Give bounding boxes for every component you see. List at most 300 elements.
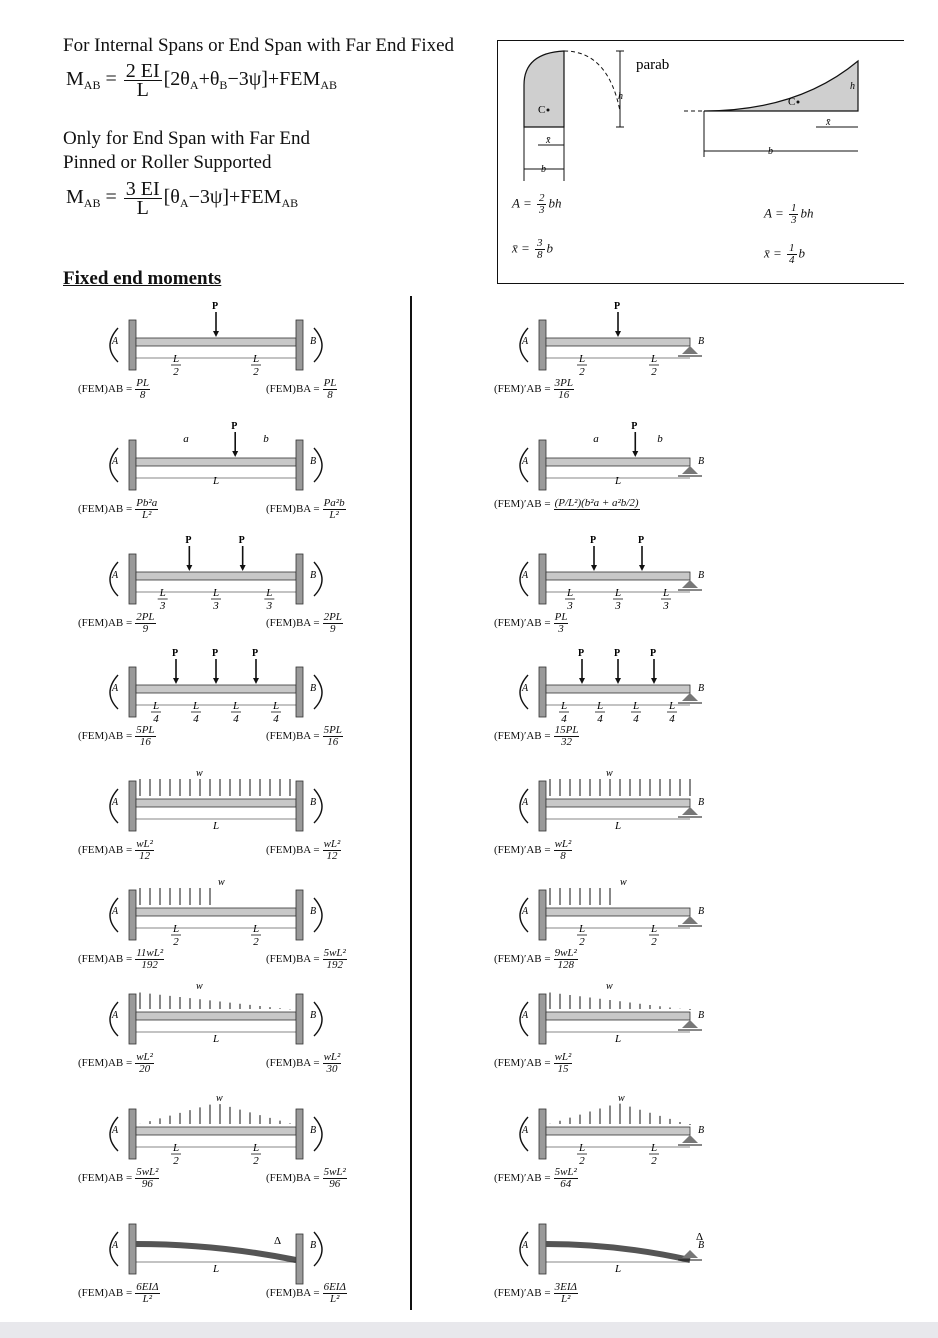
wall-a bbox=[539, 554, 546, 604]
fem-den: 64 bbox=[560, 1178, 572, 1190]
beam bbox=[546, 908, 690, 916]
beam-diagram bbox=[410, 1200, 830, 1315]
roller-support bbox=[682, 466, 698, 474]
beam bbox=[546, 1127, 690, 1135]
beam-diagram bbox=[410, 416, 830, 531]
pinned-case-4 bbox=[410, 643, 830, 758]
dim-label-den: 4 bbox=[273, 713, 279, 725]
bottom-scrollbar bbox=[0, 1322, 938, 1338]
fem-num: 5PL bbox=[323, 724, 342, 736]
pinned-case-2 bbox=[410, 416, 830, 531]
beam-diagram bbox=[410, 866, 830, 981]
fem-lhs: (FEM)′AB = bbox=[494, 730, 551, 743]
wall-a bbox=[539, 781, 546, 831]
pinned-case-7 bbox=[410, 970, 830, 1085]
distributed-load-label: w bbox=[218, 877, 225, 888]
area-diagrams bbox=[498, 41, 904, 283]
left-h-label: h bbox=[618, 91, 623, 102]
fem-formula-ba bbox=[266, 1052, 341, 1075]
joint-b-label: B bbox=[698, 456, 705, 467]
fem-lhs: (FEM)BA = bbox=[266, 844, 320, 857]
dim-label-den: 2 bbox=[651, 936, 657, 948]
dim-label-num: L bbox=[266, 587, 273, 599]
distributed-load-label: w bbox=[618, 1093, 625, 1104]
beam bbox=[546, 338, 690, 346]
joint-a-label: A bbox=[112, 906, 119, 917]
joint-a-label: A bbox=[112, 336, 119, 347]
fixed-case-4 bbox=[0, 643, 420, 758]
right-parab-label: parab bbox=[636, 57, 670, 73]
joint-a-label: A bbox=[522, 456, 529, 467]
fem-lhs: (FEM)BA = bbox=[266, 383, 320, 396]
dim-label-num: L bbox=[578, 353, 586, 365]
wall-a bbox=[129, 1109, 136, 1159]
dim-label-den: 4 bbox=[193, 713, 199, 725]
dim-label-num: L bbox=[252, 923, 260, 935]
fem-formula bbox=[494, 1167, 578, 1190]
roller-support bbox=[682, 1250, 698, 1258]
roller-support bbox=[682, 580, 698, 588]
beam-diagram bbox=[410, 1085, 830, 1200]
dim-label: L bbox=[212, 1263, 220, 1275]
fem-lhs: (FEM)′AB = bbox=[494, 1057, 551, 1070]
beam bbox=[546, 1012, 690, 1020]
fem-formula-ba bbox=[266, 612, 343, 635]
dim-label: L bbox=[614, 475, 622, 487]
fem-formula bbox=[494, 498, 640, 510]
fixed-case-8 bbox=[0, 1085, 420, 1200]
fem-den: 15 bbox=[557, 1063, 569, 1075]
fem-lhs: (FEM)BA = bbox=[266, 1057, 320, 1070]
fem-num: 5wL² bbox=[323, 947, 346, 959]
wall-a bbox=[539, 667, 546, 717]
wall-b bbox=[296, 890, 303, 940]
left-area-dashed-curve bbox=[564, 51, 620, 111]
point-load-label: P bbox=[172, 648, 179, 659]
dim-label-den: 3 bbox=[266, 600, 273, 612]
joint-a-label: A bbox=[522, 1125, 529, 1136]
roller-support bbox=[682, 1135, 698, 1143]
distributed-load-label: w bbox=[196, 768, 203, 779]
dim-label-den: 3 bbox=[567, 600, 573, 612]
fem-formula-ba bbox=[266, 1282, 347, 1305]
dim-label-num: L bbox=[252, 353, 260, 365]
beam bbox=[546, 572, 690, 580]
left-b-label: b bbox=[541, 164, 546, 175]
left-area-formula: A = $\frac{2}{3}$ bh bbox=[512, 192, 562, 216]
joint-a-label: A bbox=[112, 570, 119, 581]
wall-a bbox=[129, 890, 136, 940]
dim-label-den: 2 bbox=[253, 366, 259, 378]
fem-lhs: (FEM)BA = bbox=[266, 1172, 320, 1185]
fem-den: 96 bbox=[141, 1178, 153, 1190]
beam-diagram bbox=[0, 416, 420, 531]
dim-label-den: 2 bbox=[651, 366, 657, 378]
fem-num: 5wL² bbox=[554, 1166, 577, 1178]
fixed-case-9 bbox=[0, 1200, 420, 1315]
dim-label-num: L bbox=[578, 1142, 586, 1154]
fem-formula-ba bbox=[266, 948, 347, 971]
joint-a-label: A bbox=[522, 336, 529, 347]
fem-den: 12 bbox=[139, 850, 151, 862]
wall-b bbox=[296, 1234, 303, 1284]
pinned-case-9 bbox=[410, 1200, 830, 1315]
distributed-load-label: w bbox=[196, 981, 203, 992]
fem-lhs: (FEM)BA = bbox=[266, 953, 320, 966]
wall-b bbox=[296, 554, 303, 604]
pinned-case-6 bbox=[410, 866, 830, 981]
dim-label-num: L bbox=[172, 1142, 180, 1154]
beam bbox=[546, 458, 690, 466]
settlement-label: Δ bbox=[274, 1235, 282, 1247]
pinned-case-3 bbox=[410, 530, 830, 645]
fem-den: 9 bbox=[330, 623, 336, 635]
joint-b-label: B bbox=[310, 570, 317, 581]
fem-formula bbox=[78, 839, 154, 862]
fem-den: 20 bbox=[139, 1063, 151, 1075]
right-b-label: b bbox=[768, 146, 773, 157]
point-load-label: P bbox=[212, 301, 219, 312]
left-xbar-formula: x̄ = $\frac{3}{8}$ b bbox=[512, 237, 554, 261]
fixed-case-2 bbox=[0, 416, 420, 531]
fem-formula bbox=[78, 725, 156, 748]
beam bbox=[136, 685, 296, 693]
right-centroid-label: C bbox=[788, 96, 796, 108]
fem-num: 2PL bbox=[323, 611, 342, 623]
dim-label: L bbox=[212, 820, 220, 832]
right-area-formula: A = $\frac{1}{3}$ bh bbox=[764, 202, 814, 226]
point-load-label: P bbox=[590, 535, 597, 546]
dim-label-den: 3 bbox=[213, 600, 219, 612]
fem-den: 192 bbox=[141, 959, 158, 971]
fem-den: 16 bbox=[558, 389, 570, 401]
dim-label-num: L bbox=[172, 353, 180, 365]
dim-label-num: L bbox=[614, 587, 622, 599]
dim-label-den: 4 bbox=[153, 713, 159, 725]
fem-formula bbox=[494, 839, 572, 862]
joint-a-label: A bbox=[522, 1010, 529, 1021]
beam-diagram bbox=[410, 970, 830, 1085]
pinned-case-5 bbox=[410, 757, 830, 872]
fem-lhs: (FEM)AB = bbox=[78, 503, 133, 516]
fem-lhs: (FEM)′AB = bbox=[494, 1287, 551, 1300]
fem-num: 9wL² bbox=[554, 947, 577, 959]
fem-den: 32 bbox=[561, 736, 573, 748]
joint-a-label: A bbox=[522, 683, 529, 694]
fem-den: L² bbox=[141, 509, 152, 521]
dim-label-den: 4 bbox=[561, 713, 567, 725]
wall-a bbox=[129, 1224, 136, 1274]
joint-a-label: A bbox=[112, 1240, 119, 1251]
settlement-label: Δ bbox=[696, 1231, 704, 1243]
dim-label-num: L bbox=[560, 700, 568, 712]
wall-a bbox=[539, 1109, 546, 1159]
dim-label-den: 2 bbox=[579, 366, 585, 378]
joint-b-label: B bbox=[310, 683, 317, 694]
joint-b-label: B bbox=[310, 456, 317, 467]
wall-a bbox=[539, 994, 546, 1044]
point-load-label: P bbox=[238, 535, 245, 546]
fem-formula bbox=[78, 378, 150, 401]
distributed-load-label: w bbox=[216, 1093, 223, 1104]
joint-a-label: A bbox=[112, 797, 119, 808]
dim-label-den: 3 bbox=[663, 600, 669, 612]
subtitle-line1: Only for End Span with Far End bbox=[63, 128, 310, 149]
joint-b-label: B bbox=[310, 797, 317, 808]
fem-den: 8 bbox=[139, 389, 146, 401]
fem-formula-ba bbox=[266, 1167, 347, 1190]
fem-lhs: (FEM)AB = bbox=[78, 844, 133, 857]
dim-label-den: 2 bbox=[579, 936, 585, 948]
point-load-label: P bbox=[650, 648, 657, 659]
fem-den: 3 bbox=[558, 623, 564, 635]
roller-support bbox=[682, 807, 698, 815]
beam bbox=[546, 685, 690, 693]
beam bbox=[546, 799, 690, 807]
subtitle-line2: Pinned or Roller Supported bbox=[63, 152, 272, 173]
dim-label-num: L bbox=[172, 923, 180, 935]
right-xbar-formula: x̄ = $\frac{1}{4}$ b bbox=[764, 242, 806, 266]
fem-num: 5PL bbox=[136, 724, 155, 736]
wall-a bbox=[129, 667, 136, 717]
dim-label-num: L bbox=[566, 587, 574, 599]
joint-b-label: B bbox=[310, 1010, 317, 1021]
beam bbox=[136, 458, 296, 466]
left-centroid-label: C bbox=[538, 104, 546, 116]
joint-b-label: B bbox=[310, 906, 317, 917]
wall-b bbox=[296, 1109, 303, 1159]
dim-label-num: L bbox=[650, 923, 658, 935]
dim-label-num: L bbox=[212, 587, 220, 599]
beam-diagram bbox=[0, 530, 420, 645]
fixed-case-6 bbox=[0, 866, 420, 981]
point-load-label: P bbox=[578, 648, 585, 659]
fem-num: 15PL bbox=[554, 724, 579, 736]
dim-label-num: L bbox=[152, 700, 160, 712]
joint-b-label: B bbox=[310, 336, 317, 347]
roller-support bbox=[682, 346, 698, 354]
fem-den: 8 bbox=[327, 389, 333, 401]
dim-label: L bbox=[614, 820, 622, 832]
joint-b-label: B bbox=[698, 1125, 705, 1136]
dim-label-num: L bbox=[650, 353, 658, 365]
joint-a-label: A bbox=[112, 1125, 119, 1136]
right-h-label: h bbox=[850, 81, 855, 92]
fem-formula bbox=[78, 948, 164, 971]
dim-label-den: 2 bbox=[651, 1155, 657, 1167]
joint-a-label: A bbox=[522, 570, 529, 581]
point-load-label: P bbox=[231, 421, 238, 432]
wall-b bbox=[296, 440, 303, 490]
fem-den: 96 bbox=[329, 1178, 341, 1190]
point-load-label: P bbox=[638, 535, 645, 546]
wall-b bbox=[296, 994, 303, 1044]
joint-b-label: B bbox=[310, 1240, 317, 1251]
beam bbox=[136, 572, 296, 580]
fem-num: PL bbox=[323, 377, 337, 389]
left-xbar-label: x̄ bbox=[546, 135, 551, 146]
dim-label-num: L bbox=[662, 587, 670, 599]
beam-diagram bbox=[0, 296, 420, 411]
fem-formula bbox=[78, 1167, 159, 1190]
fem-lhs: (FEM)AB = bbox=[78, 617, 133, 630]
fem-num: Pa²b bbox=[323, 497, 345, 509]
fem-num: Pb²a bbox=[136, 497, 158, 509]
fem-lhs: (FEM)AB = bbox=[78, 1057, 133, 1070]
fem-num: (P/L²)(b²a + a²b/2) bbox=[554, 497, 639, 510]
fem-lhs: (FEM)BA = bbox=[266, 617, 320, 630]
fem-formula-ba bbox=[266, 725, 343, 748]
wall-a bbox=[129, 781, 136, 831]
fixed-case-5 bbox=[0, 757, 420, 872]
fem-formula bbox=[494, 612, 568, 635]
distributed-load-label: w bbox=[606, 768, 613, 779]
fem-formula bbox=[494, 1282, 578, 1305]
wall-b bbox=[296, 667, 303, 717]
dim-label: L bbox=[614, 1033, 622, 1045]
dim-label-den: 4 bbox=[669, 713, 675, 725]
beam-diagram bbox=[0, 866, 420, 981]
beam bbox=[136, 1012, 296, 1020]
beam bbox=[136, 338, 296, 346]
dim-label-num: L bbox=[159, 587, 166, 599]
deflected-beam bbox=[136, 1244, 296, 1260]
fem-formula bbox=[494, 378, 574, 401]
dim-label-num: L bbox=[650, 1142, 658, 1154]
beam-diagram bbox=[410, 530, 830, 645]
dim-label-num: L bbox=[192, 700, 200, 712]
fem-den: 12 bbox=[326, 850, 338, 862]
beam-diagram bbox=[410, 296, 830, 411]
dim-label: L bbox=[212, 1033, 220, 1045]
fixed-case-3 bbox=[0, 530, 420, 645]
equation-slope-deflection-pinned: $M_{AB}$ = $\frac{3 EI}{L}$ $[\theta_A-3\psi]+FEM_{AB}$ bbox=[66, 178, 299, 219]
area-properties-box bbox=[497, 40, 904, 284]
fem-den: 16 bbox=[139, 736, 151, 748]
dim-label-num: L bbox=[596, 700, 604, 712]
joint-b-label: B bbox=[698, 797, 705, 808]
fem-den: L² bbox=[329, 509, 339, 521]
dim-label-num: L bbox=[272, 700, 280, 712]
fem-den: 16 bbox=[327, 736, 339, 748]
fem-num: 3PL bbox=[554, 377, 573, 389]
fem-num: 3EIΔ bbox=[554, 1281, 577, 1293]
wall-a bbox=[129, 554, 136, 604]
dim-label-den: 4 bbox=[233, 713, 239, 725]
fem-lhs: (FEM)AB = bbox=[78, 1172, 133, 1185]
fem-lhs: (FEM)AB = bbox=[78, 730, 133, 743]
beam-diagram bbox=[0, 1085, 420, 1200]
fem-num: 6EIΔ bbox=[136, 1281, 159, 1293]
beam bbox=[136, 1127, 296, 1135]
wall-b bbox=[296, 781, 303, 831]
fem-num: PL bbox=[554, 611, 568, 623]
dim-label-num: L bbox=[578, 923, 586, 935]
fem-num: 11wL² bbox=[136, 947, 164, 959]
fem-num: PL bbox=[136, 377, 150, 389]
dim-label-den: 2 bbox=[253, 1155, 259, 1167]
dim-label: L bbox=[212, 475, 220, 487]
fem-den: 128 bbox=[557, 959, 574, 971]
fem-lhs: (FEM)AB = bbox=[78, 1287, 133, 1300]
fem-lhs: (FEM)′AB = bbox=[494, 383, 551, 396]
joint-a-label: A bbox=[112, 683, 119, 694]
roller-support bbox=[682, 693, 698, 701]
joint-a-label: A bbox=[522, 797, 529, 808]
roller-support bbox=[682, 1020, 698, 1028]
distributed-load-label: w bbox=[620, 877, 627, 888]
fem-lhs: (FEM)BA = bbox=[266, 1287, 320, 1300]
beam bbox=[136, 799, 296, 807]
fem-formula-ba bbox=[266, 839, 341, 862]
beam bbox=[136, 908, 296, 916]
fem-formula bbox=[494, 948, 578, 971]
wall-a bbox=[539, 320, 546, 370]
fem-num: 2PL bbox=[136, 611, 155, 623]
point-load-label: P bbox=[185, 535, 192, 546]
fem-num: wL² bbox=[136, 1051, 153, 1063]
wall-a bbox=[129, 440, 136, 490]
fem-num: wL² bbox=[323, 1051, 341, 1063]
dim-label-den: 2 bbox=[173, 1155, 179, 1167]
fem-formula-ba bbox=[266, 378, 337, 401]
dim-label: L bbox=[614, 1263, 622, 1275]
fem-num: wL² bbox=[554, 838, 572, 850]
fem-lhs: (FEM)′AB = bbox=[494, 498, 551, 510]
dim-label-num: L bbox=[252, 1142, 260, 1154]
wall-a bbox=[129, 320, 136, 370]
wall-a bbox=[539, 890, 546, 940]
joint-a-label: A bbox=[522, 1240, 529, 1251]
pinned-case-8 bbox=[410, 1085, 830, 1200]
roller-support bbox=[682, 916, 698, 924]
dim-label-num: L bbox=[668, 700, 676, 712]
dim-label-den: 4 bbox=[597, 713, 603, 725]
fem-num: 5wL² bbox=[136, 1166, 159, 1178]
fem-lhs: (FEM)′AB = bbox=[494, 844, 551, 857]
fem-lhs: (FEM)AB = bbox=[78, 383, 133, 396]
wall-a bbox=[129, 994, 136, 1044]
fem-den: 30 bbox=[326, 1063, 338, 1075]
fem-lhs: (FEM)AB = bbox=[78, 953, 133, 966]
fem-num: 6EIΔ bbox=[323, 1281, 346, 1293]
beam-diagram bbox=[0, 970, 420, 1085]
fem-num: 5wL² bbox=[323, 1166, 346, 1178]
joint-b-label: B bbox=[698, 1010, 705, 1021]
joint-b-label: B bbox=[698, 570, 705, 581]
joint-b-label: B bbox=[698, 683, 705, 694]
fem-formula bbox=[494, 725, 579, 748]
fem-den: 192 bbox=[326, 959, 343, 971]
point-load-label: P bbox=[212, 648, 219, 659]
fem-den: 9 bbox=[142, 623, 149, 635]
dim-label-den: 3 bbox=[615, 600, 621, 612]
dim-label-num: L bbox=[632, 700, 640, 712]
fem-formula bbox=[78, 612, 156, 635]
joint-b-label: B bbox=[310, 1125, 317, 1136]
dim-label-num: L bbox=[232, 700, 240, 712]
dim-label-den: 4 bbox=[633, 713, 639, 725]
joint-a-label: A bbox=[112, 456, 119, 467]
fem-den: 8 bbox=[560, 850, 566, 862]
beam-diagram bbox=[410, 643, 830, 758]
dim-label-den: 2 bbox=[579, 1155, 585, 1167]
fem-num: wL² bbox=[136, 838, 153, 850]
joint-b-label: B bbox=[698, 336, 705, 347]
fem-lhs: (FEM)′AB = bbox=[494, 1172, 551, 1185]
fem-formula bbox=[78, 1052, 154, 1075]
fem-formula bbox=[78, 498, 158, 521]
